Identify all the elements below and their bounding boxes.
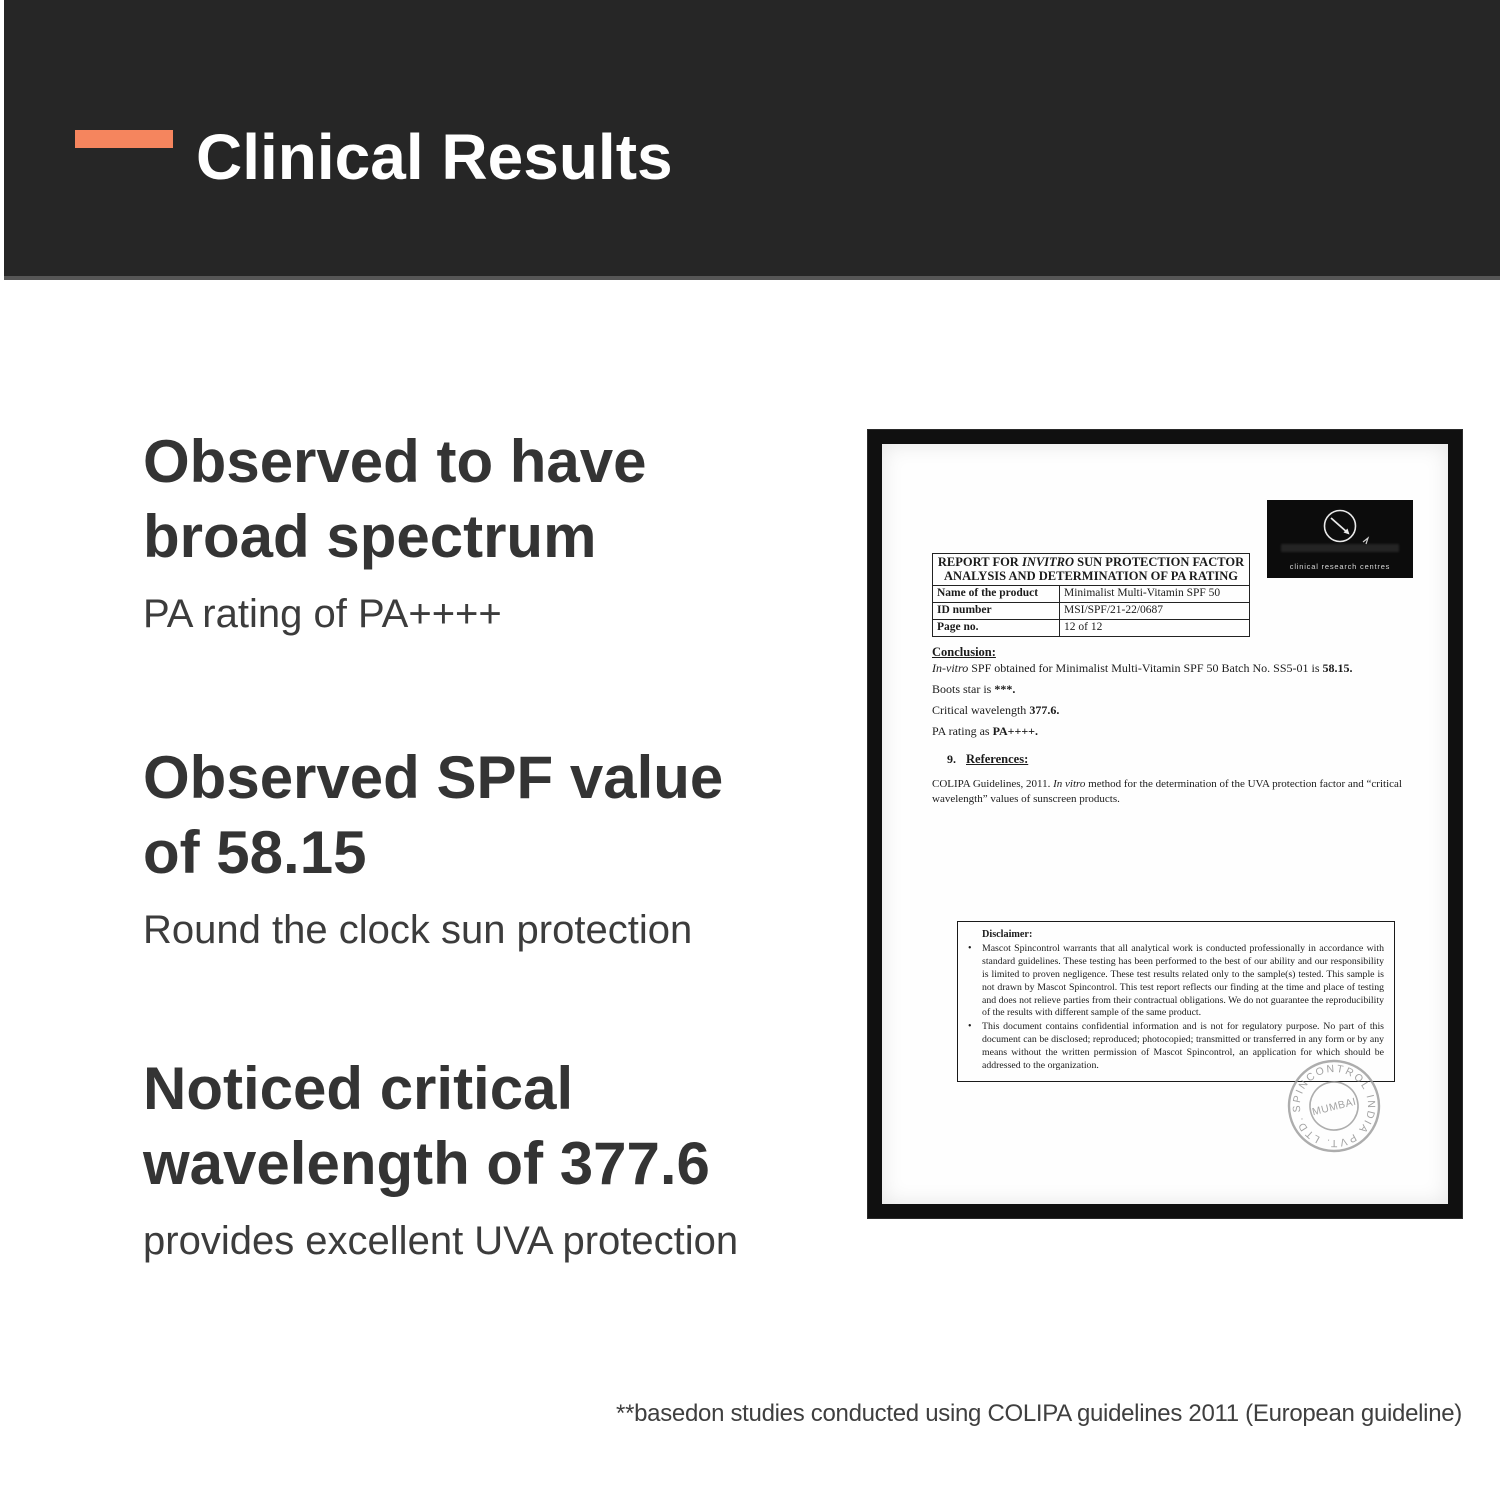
lab-logo xyxy=(1267,500,1413,578)
invitro-italic: In vitro xyxy=(1053,778,1086,790)
pa-rating-value: PA++++. xyxy=(992,724,1039,738)
footnote: **basedon studies conducted using COLIPA guidelines 2011 (European guideline) xyxy=(616,1400,1462,1427)
disclaimer-heading: Disclaimer: xyxy=(982,929,1033,940)
stamp-ring-text: SPINCONTROL INDIA PVT. LTD. xyxy=(1290,1062,1378,1150)
row-label: ID number xyxy=(933,603,1060,620)
result-subtext: Round the clock sun protection xyxy=(143,908,693,952)
invitro-italic: In-vitro xyxy=(932,661,969,675)
bullet-icon: • xyxy=(968,942,972,954)
result-block-critical-wavelength xyxy=(143,1051,833,1265)
report-page xyxy=(882,444,1448,1204)
result-subtext: provides excellent UVA protection xyxy=(143,1219,739,1263)
references-heading-row xyxy=(947,752,1412,767)
disclaimer-bullet-item xyxy=(968,943,1384,1020)
report-frame xyxy=(868,430,1462,1218)
result-heading xyxy=(143,424,833,574)
conclusion-section xyxy=(932,646,1410,746)
disclaimer-text: This document contains confidential information and is not for regulatory purpose. No part of this document can be disclosed; reproduced; photocopied; transmitted or transferred in any form or by any means without the written permission of Mascot Spincontrol, an application for which should be addressed to the organization. xyxy=(982,1021,1384,1072)
result-block-broad-spectrum xyxy=(143,424,833,638)
heading-line: Noticed critical xyxy=(143,1055,574,1122)
conclusion-line xyxy=(932,683,1410,696)
result-heading xyxy=(143,740,833,890)
report-table xyxy=(932,553,1250,637)
table-row xyxy=(933,586,1250,603)
row-value: MSI/SPF/21-22/0687 xyxy=(1060,603,1250,620)
row-label: Name of the product xyxy=(933,586,1060,603)
header xyxy=(4,0,1500,280)
spf-value: 58.15. xyxy=(1322,661,1353,675)
logo-caption: clinical research centres xyxy=(1289,562,1391,571)
disclaimer-text: Mascot Spincontrol warrants that all analytical work is conducted professionally in accordance with standard guidelines. These testing has been performed to the best of our ability and our responsibility is limited to proven negligence. These test results related only to the sample(s) tested. This sample is not drawn by Mascot Spincontrol. This test report reflects our finding at the time and place of testing and does not relieve parties from their contractual obligations. We do not guarantee the reproducibility of the results with different sample of the same product. xyxy=(982,942,1384,1019)
table-row xyxy=(933,620,1250,637)
row-value: 12 of 12 xyxy=(1060,620,1250,637)
heading-line: of 58.15 xyxy=(143,819,367,886)
logo-faint-text-bar xyxy=(1281,544,1399,552)
accent-dash xyxy=(75,130,173,148)
result-heading xyxy=(143,1051,833,1201)
table-row xyxy=(933,603,1250,620)
table-title-text: SUN PROTECTION FACTOR ANALYSIS AND DETERMINATION OF PA RATING xyxy=(944,555,1245,583)
conclusion-line xyxy=(932,725,1410,738)
conclusion-text: SPF obtained for Minimalist Multi-Vitamin SPF 50 Batch No. SS5-01 is xyxy=(968,661,1323,675)
result-subtext: PA rating of PA++++ xyxy=(143,592,502,636)
table-title-italic: INVITRO xyxy=(1021,555,1075,569)
conclusion-heading: Conclusion: xyxy=(932,645,996,659)
row-value: Minimalist Multi-Vitamin SPF 50 xyxy=(1060,586,1250,603)
references-text: COLIPA Guidelines, 2011. xyxy=(932,778,1054,790)
conclusion-text: Boots star is xyxy=(932,682,995,696)
conclusion-text: Critical wavelength xyxy=(932,703,1030,717)
table-title-text: REPORT FOR xyxy=(937,555,1022,569)
conclusion-line xyxy=(932,662,1410,675)
heading-line: wavelength of 377.6 xyxy=(143,1130,710,1197)
critical-wavelength-value: 377.6. xyxy=(1029,703,1060,717)
heading-line: Observed to have xyxy=(143,428,647,495)
table-title xyxy=(933,554,1250,586)
row-label: Page no. xyxy=(933,620,1060,637)
conclusion-text: PA rating as xyxy=(932,724,993,738)
references-heading: References: xyxy=(966,752,1029,766)
references-section xyxy=(932,752,1412,807)
references-text: method for the determination of the UVA protection factor and “critical wavelength” values of sunscreen products. xyxy=(932,778,1402,805)
boots-star-value: ***. xyxy=(994,682,1016,696)
result-block-spf-value xyxy=(143,740,833,954)
heading-line: broad spectrum xyxy=(143,503,597,570)
heading-line: Observed SPF value xyxy=(143,744,724,811)
page-title: Clinical Results xyxy=(196,121,673,193)
bullet-icon: • xyxy=(968,1021,972,1033)
references-body xyxy=(932,777,1412,807)
stamp-center-text: MUMBAI xyxy=(1310,1095,1358,1119)
conclusion-line xyxy=(932,704,1410,717)
references-number: 9. xyxy=(947,752,956,766)
table-title-row xyxy=(933,554,1250,586)
